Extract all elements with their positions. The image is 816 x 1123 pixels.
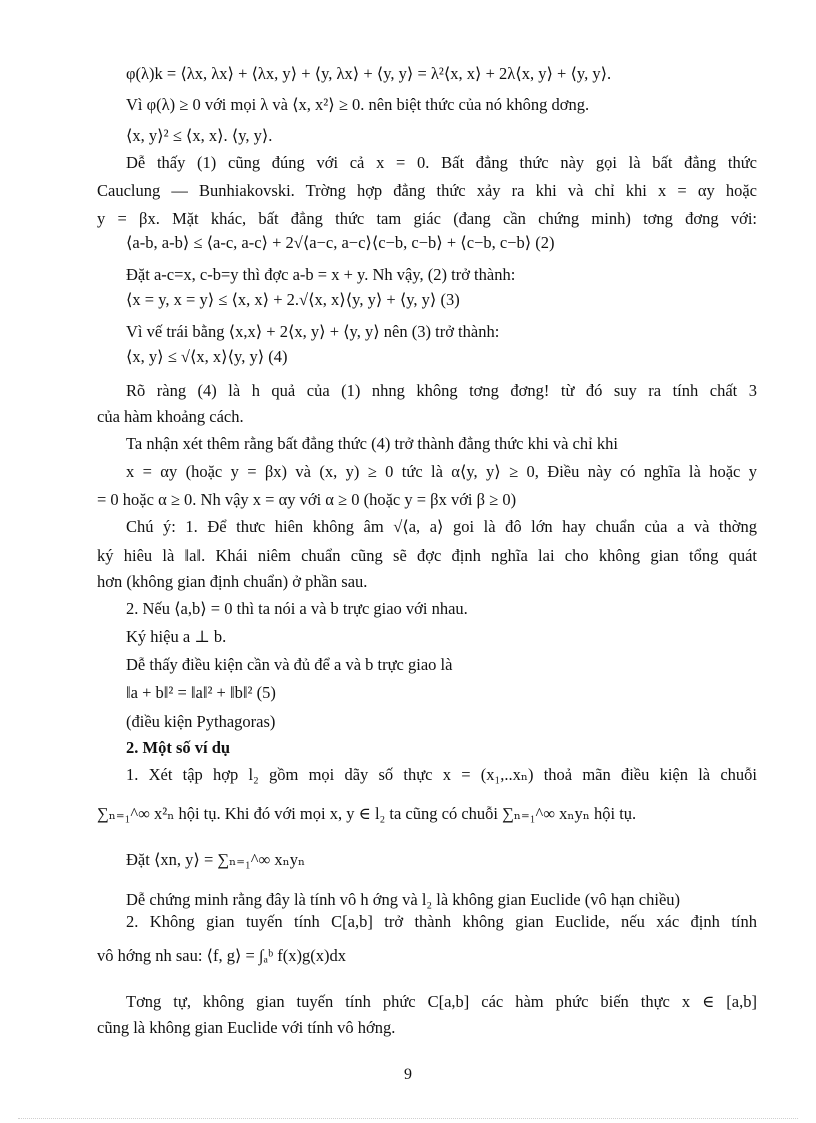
text-line: 2. Không gian tuyến tính C[a,b] trở thành không gian Euclide, nếu xác định tính: [126, 912, 757, 931]
text-line: Tơng tự, không gian tuyến tính phức C[a,b] các hàm phức biến thực x ∈ [a,b]: [126, 992, 757, 1011]
text-line: ∑ₙ₌₁^∞ x²ₙ hội tụ. Khi đó với mọi x, y ∈ l₂ ta cũng có chuỗi ∑ₙ₌₁^∞ xₙyₙ hội tụ.: [97, 804, 637, 823]
text-line: 1. Xét tập hợp l₂ gồm mọi dãy số thực x = (x₁,..xₙ) thoả mãn điều kiện là chuỗi: [126, 765, 757, 784]
text-line: ⟨x, y⟩² ≤ ⟨x, x⟩. ⟨y, y⟩.: [126, 126, 273, 145]
text-line: y = βx. Mặt khác, bất đẳng thức tam giác (đang cần chứng minh) tơng đơng với:: [97, 209, 757, 228]
equation-2: ⟨a-b, a-b⟩ ≤ ⟨a-c, a-c⟩ + 2√⟨a−c, a−c⟩⟨c−b, c−b⟩ + ⟨c−b, c−b⟩ (2): [126, 233, 555, 252]
definition-line: Đặt ⟨xn, y⟩ = ∑ₙ₌₁^∞ xₙyₙ: [126, 850, 306, 869]
text-line: hơn (không gian định chuẩn) ở phần sau.: [97, 572, 368, 591]
text-line: (điều kiện Pythagoras): [126, 712, 276, 731]
text-line: của hàm khoảng cách.: [97, 407, 244, 426]
text-line: = 0 hoặc α ≥ 0. Nh vậy x = αy với α ≥ 0 (hoặc y = βx với β ≥ 0): [97, 490, 517, 509]
text-line: Ta nhận xét thêm rằng bất đẳng thức (4) trở thành đẳng thức khi và chỉ khi: [126, 434, 618, 453]
page-number: 9: [404, 1066, 412, 1083]
text-line: vô hớng nh sau: ⟨f, g⟩ = ∫ₐᵇ f(x)g(x)dx: [97, 946, 346, 965]
text-line: Vì vế trái bằng ⟨x,x⟩ + 2⟨x, y⟩ + ⟨y, y⟩ nên (3) trở thành:: [126, 322, 500, 341]
text-line: Rõ ràng (4) là h quả của (1) nhng không tơng đơng! từ đó suy ra tính chất 3: [126, 381, 757, 400]
text-line: Dễ thấy (1) cũng đúng với cả x = 0. Bất đẳng thức này gọi là bất đẳng thức: [126, 153, 757, 172]
text-line: φ(λ)k = ⟨λx, λx⟩ + ⟨λx, y⟩ + ⟨y, λx⟩ + ⟨y, y⟩ = λ²⟨x, x⟩ + 2λ⟨x, y⟩ + ⟨y, y⟩.: [126, 64, 612, 83]
text-line: Cauclung — Bunhiakovski. Trờng hợp đẳng thức xảy ra khi và chỉ khi x = αy hoặc: [97, 181, 757, 200]
text-line: Dễ thấy điều kiện cần và đủ để a và b trực giao là: [126, 655, 453, 674]
text-line: ký hiêu là ‖a‖. Khái niêm chuẩn cũng sẽ đợc định nghĩa lai cho không gian tổng quát: [97, 546, 757, 565]
text-line: Đặt a-c=x, c-b=y thì đợc a-b = x + y. Nh vậy, (2) trở thành:: [126, 265, 516, 284]
equation-3: ⟨x = y, x = y⟩ ≤ ⟨x, x⟩ + 2.√⟨x, x⟩⟨y, y⟩ + ⟨y, y⟩ (3): [126, 290, 460, 309]
text-line: Dễ chứng minh rằng đây là tính vô h ớng và l₂ là không gian Euclide (vô hạn chiều): [126, 890, 681, 909]
text-line: cũng là không gian Euclide với tính vô hớng.: [97, 1018, 396, 1037]
footer-divider: [18, 1118, 798, 1119]
equation-5: ‖a + b‖² = ‖a‖² + ‖b‖² (5): [126, 683, 276, 702]
text-line: 2. Nếu ⟨a,b⟩ = 0 thì ta nói a và b trực giao với nhau.: [126, 599, 468, 618]
text-line: Vì φ(λ) ≥ 0 với mọi λ và ⟨x, x²⟩ ≥ 0. nên biệt thức của nó không dơng.: [126, 95, 590, 114]
section-heading: 2. Một số ví dụ: [126, 738, 231, 757]
text-line: Ký hiệu a ⊥ b.: [126, 627, 227, 646]
text-line: Chú ý: 1. Để thưc hiên không âm √⟨a, a⟩ goi là đô lớn hay chuẩn của a và thờng: [126, 517, 757, 536]
text-line: x = αy (hoặc y = βx) và (x, y) ≥ 0 tức là α⟨y, y⟩ ≥ 0, Điều này có nghĩa là hoặc y: [126, 462, 757, 481]
equation-4: ⟨x, y⟩ ≤ √⟨x, x⟩⟨y, y⟩ (4): [126, 347, 288, 366]
